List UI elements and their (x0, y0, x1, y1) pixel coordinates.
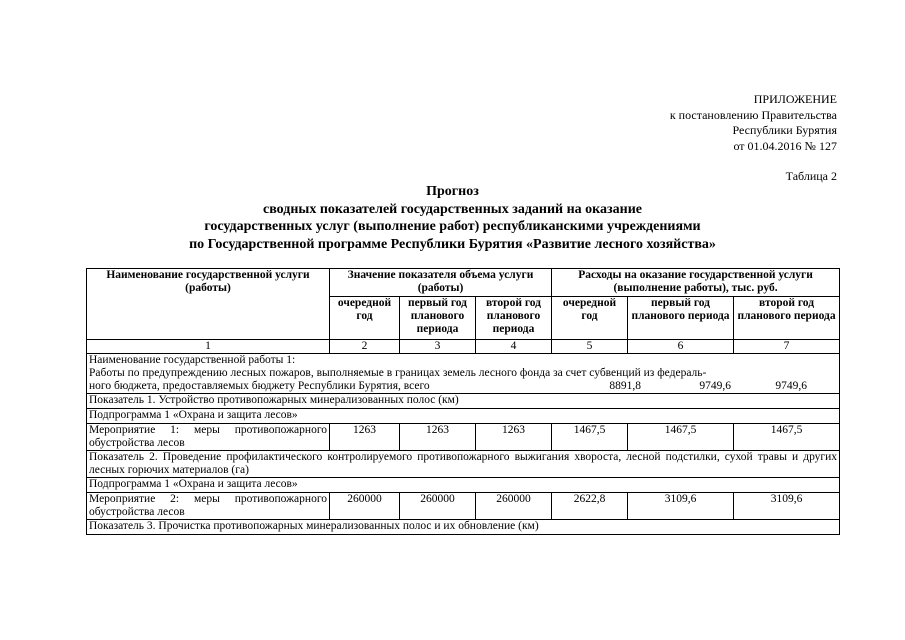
value-cell: 3109,6 (628, 493, 734, 520)
header-expenses-next-year: очередной год (552, 297, 628, 340)
header-volume-plan-year-1: первый год планового периода (400, 297, 476, 340)
section-total-line (89, 380, 837, 393)
header-expenses-plan-year-2: второй год планового периода (734, 297, 840, 340)
section-total-col5: 8891,8 (609, 380, 642, 392)
column-numbers-row (87, 340, 840, 354)
column-number: 1 (87, 340, 330, 354)
forecast-table (86, 268, 840, 535)
appendix-line-1: ПРИЛОЖЕНИЕ (753, 92, 837, 106)
column-number: 3 (400, 340, 476, 354)
table-row-event-2 (87, 493, 840, 520)
table-row-event-1 (87, 424, 840, 451)
indicator-cell: Показатель 2. Проведение профилактического контролируемого противопожарного выжигания хвороста, лесной подстилки, сухой травы и других лесных горючих материалов (га) (87, 451, 840, 478)
indicator-cell: Показатель 3. Прочистка противопожарных минерализованных полос и их обновление (км) (87, 520, 840, 535)
title-line-3: государственных услуг (выполнение работ) республиканскими учреждениями (204, 219, 701, 234)
header-service-name: Наименование государственной услуги (работы) (87, 269, 330, 340)
header-volume: Значение показателя объема услуги (работы) (330, 269, 552, 297)
section-title: Наименование государственной работы 1: (89, 354, 296, 366)
appendix-line-4: от 01.04.2016 № 127 (733, 138, 837, 153)
section-total-values (581, 380, 837, 393)
table-row-indicator-2 (87, 451, 840, 478)
indicator-cell: Показатель 1. Устройство противопожарных минерализованных полос (км) (87, 394, 840, 409)
column-number: 5 (552, 340, 628, 354)
title-line-4: по Государственной программе Республики Бурятия «Развитие лесного хозяйства» (189, 236, 716, 252)
header-expenses: Расходы на оказание государственной услуги (выполнение работы), тыс. руб. (552, 269, 840, 297)
value-cell: 260000 (476, 493, 552, 520)
table-row-indicator-3 (87, 520, 840, 535)
appendix-block (670, 92, 837, 154)
table-number-label: Таблица 2 (785, 169, 837, 183)
document-title (0, 183, 905, 253)
column-number: 6 (628, 340, 734, 354)
subprogram-cell: Подпрограмма 1 «Охрана и защита лесов» (87, 409, 840, 424)
event-name-cell: Мероприятие 2: меры противопожарного обустройства лесов (87, 493, 330, 520)
header-volume-next-year: очередной год (330, 297, 400, 340)
table-row-subprogram-1 (87, 409, 840, 424)
column-number: 4 (476, 340, 552, 354)
section-total-col7: 9749,6 (775, 380, 808, 392)
value-cell: 1263 (400, 424, 476, 451)
header-volume-plan-year-2: второй год планового периода (476, 297, 552, 340)
value-cell: 1263 (330, 424, 400, 451)
column-number: 7 (734, 340, 840, 354)
value-cell: 260000 (330, 493, 400, 520)
section-row (87, 354, 840, 394)
title-line-2: сводных показателей государственных заданий на оказание (262, 201, 643, 217)
section-total-col6: 9749,6 (699, 380, 732, 392)
table-row-subprogram-2 (87, 478, 840, 493)
event-name-cell: Мероприятие 1: меры противопожарного обустройства лесов (87, 424, 330, 451)
section-description: Работы по предупреждению лесных пожаров, выполняемые в границах земель лесного фонда за счет субвенций из федераль- (89, 367, 707, 379)
appendix-line-3: Республики Бурятия (732, 123, 837, 137)
value-cell: 1467,5 (628, 424, 734, 451)
title-line-1: Прогноз (426, 184, 479, 199)
value-cell: 1467,5 (552, 424, 628, 451)
value-cell: 1467,5 (734, 424, 840, 451)
subprogram-cell: Подпрограмма 1 «Охрана и защита лесов» (87, 478, 840, 493)
value-cell: 1263 (476, 424, 552, 451)
section-cell (87, 354, 840, 394)
table-row-indicator-1 (87, 394, 840, 409)
value-cell: 3109,6 (734, 493, 840, 520)
value-cell: 2622,8 (552, 493, 628, 520)
value-cell: 260000 (400, 493, 476, 520)
section-total-label: ного бюджета, предоставляемых бюджету Республики Бурятия, всего (89, 380, 430, 392)
header-expenses-plan-year-1: первый год планового периода (628, 297, 734, 340)
column-number: 2 (330, 340, 400, 354)
appendix-line-2: к постановлению Правительства (669, 107, 837, 122)
